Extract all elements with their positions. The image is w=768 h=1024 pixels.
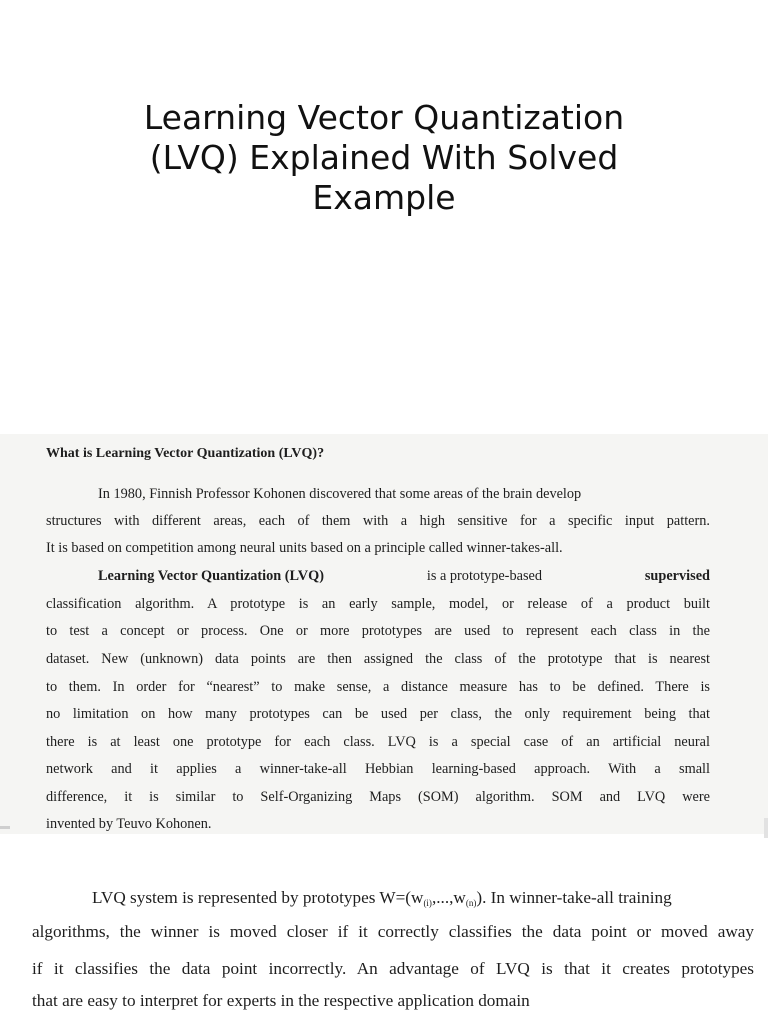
subscript: (i) — [423, 898, 432, 908]
text-line: algorithms, the winner is moved closer if it correctly classifies the data point or moved away — [32, 922, 754, 941]
scanned-excerpt-1 — [0, 434, 768, 834]
text-line — [98, 568, 710, 588]
text-line: dataset. New (unknown) data points are then assigned the class of the prototype that is nearest — [46, 651, 710, 667]
text-line: if it classifies the data point incorrectly. An advantage of LVQ is that it creates prototypes — [32, 959, 754, 978]
slide-title — [0, 98, 768, 218]
text-line — [92, 888, 754, 912]
scan-edge — [764, 818, 768, 838]
text-line: network and it applies a winner-take-all Hebbian learning-based approach. With a small — [46, 761, 710, 777]
scan-edge — [0, 826, 10, 829]
text-line: that are easy to interpret for experts in the respective application domain — [32, 991, 530, 1010]
text-span: LVQ system is represented by prototypes $W=(w_{(i)},...,w_{(n)})$. In winner-take-all training — [92, 888, 672, 908]
text-line: there is at least one prototype for each class. LVQ is a special case of an artificial neural — [46, 734, 710, 750]
text-line: difference, it is similar to Self-Organizing Maps (SOM) algorithm. SOM and LVQ were — [46, 789, 710, 805]
text-line: classification algorithm. A prototype is an early sample, model, or release of a product built — [46, 596, 710, 612]
text-line: to test a concept or process. One or more prototypes are used to represent each class in the — [46, 623, 710, 639]
text-line: no limitation on how many prototypes can be used per class, the only requirement being that — [46, 706, 710, 722]
scanned-excerpt-2 — [0, 874, 768, 1024]
text-line: In 1980, Finnish Professor Kohonen discovered that some areas of the brain develop — [98, 486, 582, 502]
title-line: Example — [312, 178, 456, 217]
text-span: is a prototype-based — [426, 568, 542, 584]
text-line: It is based on competition among neural units based on a principle called winner-takes-all. — [46, 540, 563, 556]
bold-term: supervised — [644, 568, 710, 584]
title-line: (LVQ) Explained With Solved — [149, 138, 619, 177]
title-line: Learning Vector Quantization — [143, 98, 625, 137]
subscript: (n) — [465, 898, 477, 908]
section-heading: What is Learning Vector Quantization (LVQ)? — [46, 446, 325, 461]
text-line: to them. In order for “nearest” to make sense, a distance measure has to be defined. There is — [46, 679, 710, 695]
bold-term: Learning Vector Quantization (LVQ) — [98, 568, 324, 584]
text-line: structures with different areas, each of them with a high sensitive for a specific input pattern. — [46, 513, 710, 529]
text-line: invented by Teuvo Kohonen. — [46, 816, 212, 832]
